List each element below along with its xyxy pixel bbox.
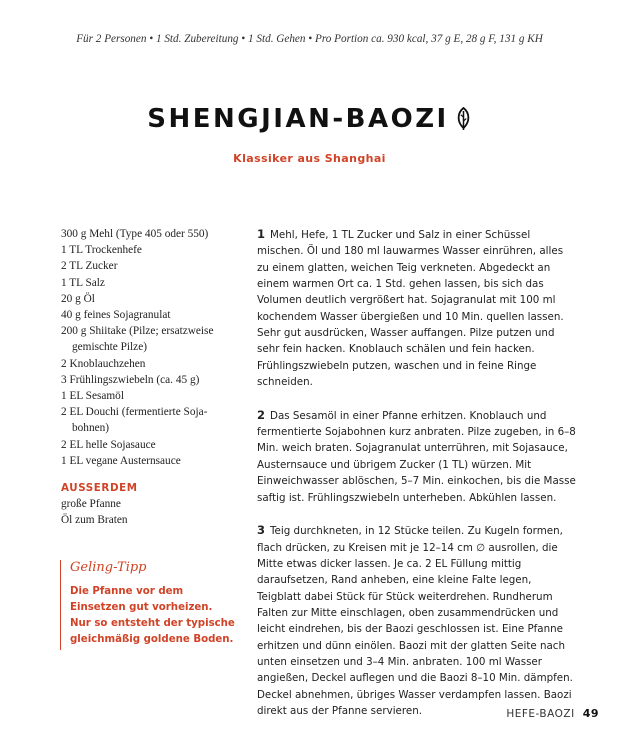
extras-heading: AUSSERDEM [61,482,138,494]
page-number: 49 [582,707,599,720]
ingredient-item: 1 EL vegane Austernsauce [61,454,181,467]
ingredient-item: 1 EL Sesamöl [61,390,124,403]
step-3 [257,522,577,719]
tip-divider [60,560,61,650]
ingredient-item: 2 EL helle Sojasauce [61,438,156,451]
ingredient-item: 200 g Shiitake (Pilze; ersatzweise gemischte Pilze) [61,325,214,354]
step-text: Das Sesamöl in einer Pfanne erhitzen. Knoblauch und fermentierte Sojabohnen kurz anbraten. Pilze zugeben, in 6–8 Min. weich braten. Sojagranulat unterrühren, mit Sojasauce, Austernsauce und übrigem Zucker (1 TL) würzen. Mit Einweichwasser ablöschen, 5–7 Min. einkochen, bis die Masse saftig ist. Frühlingszwiebeln unterheben. Abkühlen lassen. [257,409,576,504]
extras-item: große Pfanne [61,498,121,510]
leaf-icon [455,107,472,131]
ingredient-item: 1 TL Trockenhefe [61,244,142,257]
extras-list [61,496,128,528]
step-number: 2 [257,407,266,422]
step-number: 1 [257,227,266,241]
ingredient-list [61,226,236,469]
ingredient-item: 40 g feines Sojagranulat [61,309,171,322]
ingredient-item: 2 EL Douchi (fermentierte Soja-bohnen) [61,406,208,435]
recipe-title: SHENGJIAN-BAOZI [147,104,449,134]
step-1 [257,226,577,390]
instruction-steps [257,226,577,736]
ingredient-item: 2 TL Zucker [61,260,118,273]
extras-item: Öl zum Braten [61,514,128,527]
ingredient-item: 1 TL Salz [61,276,105,289]
tip-text: Die Pfanne vor dem Einsetzen gut vorheizen. Nur so entsteht der typische gleichmäßig goldene Boden. [70,586,235,645]
recipe-title-row [0,104,619,134]
recipe-meta: Für 2 Personen • 1 Std. Zubereitung • 1 Std. Gehen • Pro Portion ca. 930 kcal, 37 g E, 28 g F, 131 g KH [76,33,543,45]
tip-heading: Geling-Tipp [70,560,147,575]
step-number: 3 [257,523,266,538]
recipe-subtitle: Klassiker aus Shanghai [233,152,386,165]
ingredient-item: 3 Frühlingszwiebeln (ca. 45 g) [61,373,200,386]
ingredient-item: 2 Knoblauchzehen [61,357,146,370]
step-text: Teig durchkneten, in 12 Stücke teilen. Zu Kugeln formen, flach drücken, zu Kreisen mit je 12–14 cm ∅ ausrollen, die Mitte etwas dicker lassen. Je ca. 2 EL Füllung mittig daraufsetzen, Rand anheben, eine kleine Falte legen, Teigblatt dabei Stück für Stück weiterdrehen. Rundherum Falten zur Mitte einschlagen, oben zusammendrücken und leicht eindrehen, bis der Baozi geschlossen ist. Eine Pfanne erhitzen und dünn einölen. Baozi mit der glatten Seite nach unten einsetzen und 3–4 Min. anbraten. 100 ml Wasser angießen, Deckel auflegen und die Baozi 8–10 Min. dämpfen. Deckel abnehmen, übriges Wasser verdampfen lassen. Baozi direkt aus der Pfanne servieren. [257,525,573,717]
footer-section: HEFE-BAOZI [506,708,575,720]
ingredient-item: 300 g Mehl (Type 405 oder 550) [61,228,209,240]
page-footer [506,707,599,720]
step-text: Mehl, Hefe, 1 TL Zucker und Salz in einer Schüssel mischen. Öl und 180 ml lauwarmes Wasser einrühren, alles zu einem glatten, weichen Teig verkneten. Abgedeckt an einem warmen Ort ca. 1 Std. gehen lassen, bis sich das Volumen deutlich vergrößert hat. Sojagranulat mit 100 ml kochendem Wasser übergießen und 10 Min. quellen lassen. Sehr gut ausdrücken, Wasser auffangen. Pilze putzen und sehr fein hacken. Knoblauch schälen und fein hacken. Frühlingszwiebeln putzen, waschen und in feine Ringe schneiden. [257,229,564,389]
step-2 [257,407,577,506]
ingredient-item: 20 g Öl [61,292,95,305]
